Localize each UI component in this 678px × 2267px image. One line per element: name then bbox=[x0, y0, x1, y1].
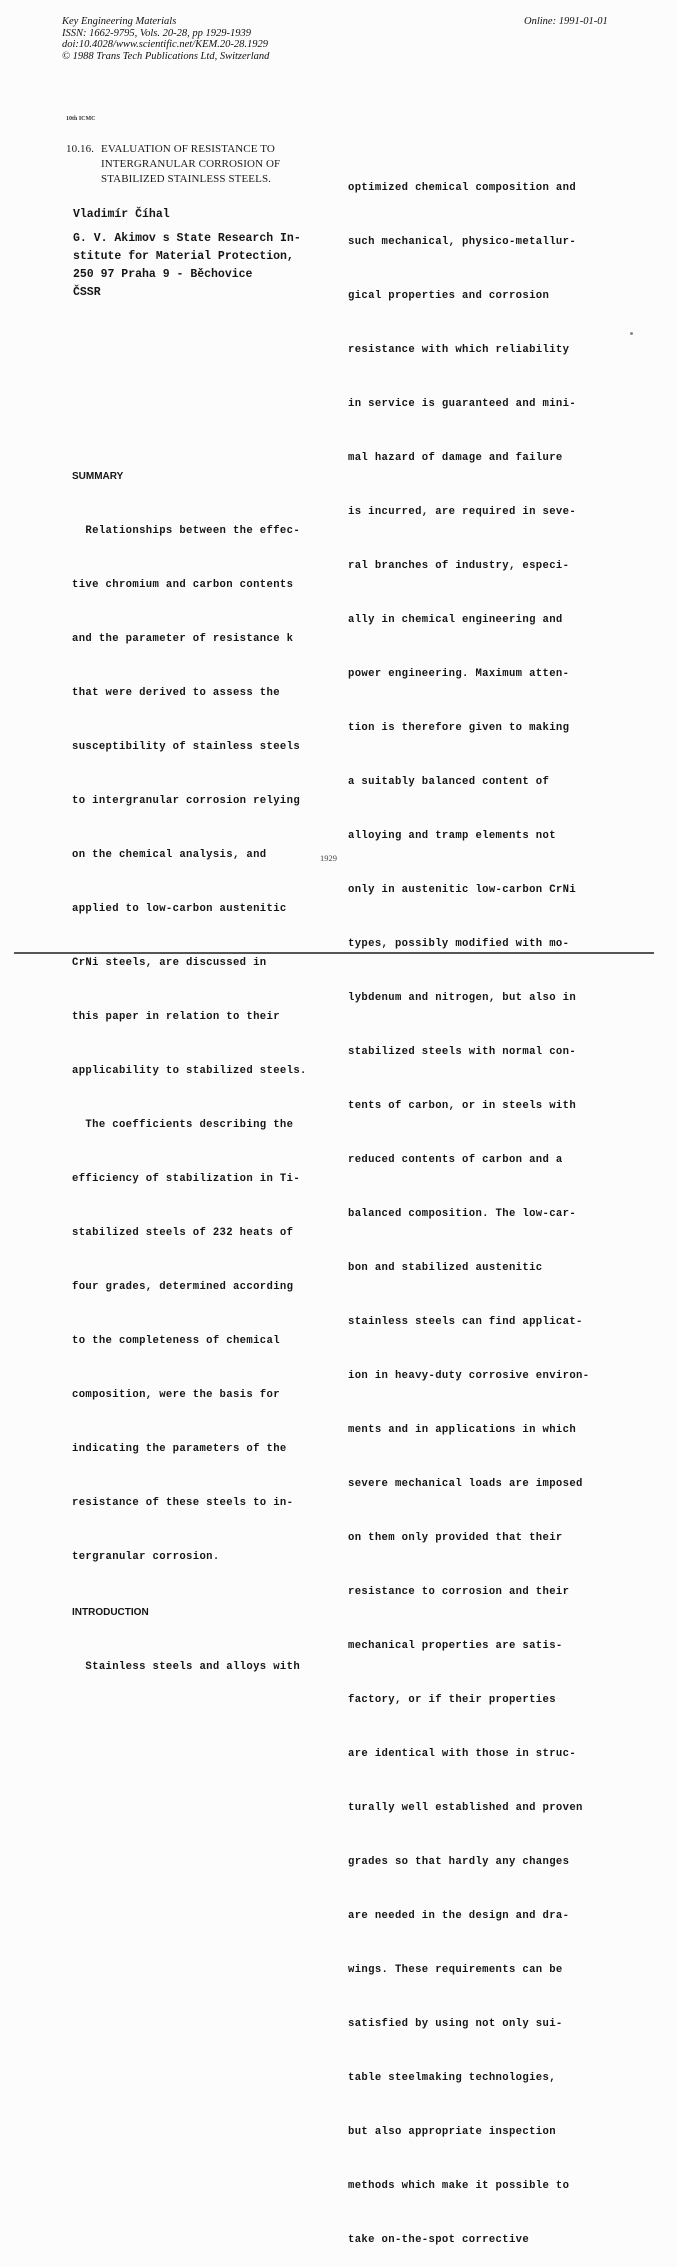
summary-line: composition, were the basis for bbox=[72, 1389, 280, 1401]
body-line: ion in heavy-duty corrosive environ- bbox=[348, 1370, 590, 1382]
summary-line: tive chromium and carbon contents bbox=[72, 579, 294, 591]
summary-line: susceptibility of stainless steels bbox=[72, 741, 301, 753]
doi-line: doi:10.4028/www.scientific.net/KEM.20-28.1929 bbox=[62, 39, 268, 50]
body-line: resistance with which reliability bbox=[348, 344, 570, 356]
body-line: resistance to corrosion and their bbox=[348, 1586, 570, 1598]
body-line: satisfied by using not only sui- bbox=[348, 2018, 563, 2030]
body-line: ments and in applications in which bbox=[348, 1424, 577, 1436]
body-line: optimized chemical composition and bbox=[348, 182, 577, 194]
paper-title bbox=[66, 142, 280, 187]
body-line: balanced composition. The low-car- bbox=[348, 1208, 577, 1220]
body-line: types, possibly modified with mo- bbox=[348, 938, 570, 950]
scan-speck bbox=[630, 332, 633, 335]
summary-line: The coefficients describing the bbox=[72, 1119, 294, 1131]
summary-line: stabilized steels of 232 heats of bbox=[72, 1227, 294, 1239]
summary-line: Relationships between the effec- bbox=[72, 525, 301, 537]
body-line: but also appropriate inspection bbox=[348, 2126, 556, 2138]
body-line: on them only provided that their bbox=[348, 1532, 563, 1544]
summary-line: and the parameter of resistance k bbox=[72, 633, 294, 645]
issn-line: ISSN: 1662-9795, Vols. 20-28, pp 1929-1939 bbox=[62, 27, 251, 39]
body-line: are identical with those in struc- bbox=[348, 1748, 577, 1760]
affiliation-line: ČSSR bbox=[73, 286, 101, 299]
body-line: severe mechanical loads are imposed bbox=[348, 1478, 583, 1490]
body-line: are needed in the design and dra- bbox=[348, 1910, 570, 1922]
title-line: STABILIZED STAINLESS STEELS. bbox=[101, 173, 272, 185]
body-line: gical properties and corrosion bbox=[348, 290, 550, 302]
affiliation-line: stitute for Material Protection, bbox=[73, 250, 294, 263]
summary-heading: SUMMARY bbox=[72, 471, 124, 482]
body-line: tents of carbon, or in steels with bbox=[348, 1100, 577, 1112]
body-line: such mechanical, physico-metallur- bbox=[348, 236, 577, 248]
body-line: turally well established and proven bbox=[348, 1802, 583, 1814]
summary-line: to intergranular corrosion relying bbox=[72, 795, 301, 807]
summary-line: that were derived to assess the bbox=[72, 687, 280, 699]
body-line: bon and stabilized austenitic bbox=[348, 1262, 543, 1274]
body-line: mal hazard of damage and failure bbox=[348, 452, 563, 464]
bottom-rule-divider bbox=[14, 952, 654, 954]
body-line: ral branches of industry, especi- bbox=[348, 560, 570, 572]
body-line: tion is therefore given to making bbox=[348, 722, 570, 734]
body-line: alloying and tramp elements not bbox=[348, 830, 556, 842]
left-column bbox=[72, 432, 307, 1694]
copyright-line: © 1988 Trans Tech Publications Ltd, Switzerland bbox=[62, 50, 270, 62]
summary-line: efficiency of stabilization in Ti- bbox=[72, 1173, 301, 1185]
author-name: Vladimír Číhal bbox=[73, 208, 170, 221]
section-number: 10.16. bbox=[66, 143, 95, 155]
title-line: INTERGRANULAR CORROSION OF bbox=[101, 158, 281, 170]
right-column bbox=[348, 143, 589, 2267]
body-line: take on-the-spot corrective bbox=[348, 2234, 530, 2246]
body-line: table steelmaking technologies, bbox=[348, 2072, 556, 2084]
summary-line: indicating the parameters of the bbox=[72, 1443, 287, 1455]
summary-line: CrNi steels, are discussed in bbox=[72, 957, 267, 969]
affiliation-line: 250 97 Praha 9 - Běchovice bbox=[73, 268, 253, 281]
summary-line: resistance of these steels to in- bbox=[72, 1497, 294, 1509]
page-number: 1929 bbox=[320, 853, 337, 863]
affiliation bbox=[73, 230, 301, 302]
online-date: Online: 1991-01-01 bbox=[524, 16, 608, 27]
conference-label: 10th ICMC bbox=[66, 116, 96, 122]
summary-line: this paper in relation to their bbox=[72, 1011, 280, 1023]
summary-line: tergranular corrosion. bbox=[72, 1551, 220, 1563]
body-line: ally in chemical engineering and bbox=[348, 614, 563, 626]
summary-line: applied to low-carbon austenitic bbox=[72, 903, 287, 915]
citation-block bbox=[62, 16, 269, 62]
title-line: EVALUATION OF RESISTANCE TO bbox=[101, 143, 275, 155]
body-line: grades so that hardly any changes bbox=[348, 1856, 570, 1868]
body-line: stainless steels can find applicat- bbox=[348, 1316, 583, 1328]
body-line: a suitably balanced content of bbox=[348, 776, 550, 788]
body-line: factory, or if their properties bbox=[348, 1694, 556, 1706]
body-line: reduced contents of carbon and a bbox=[348, 1154, 563, 1166]
introduction-heading: INTRODUCTION bbox=[72, 1607, 149, 1618]
summary-line: applicability to stabilized steels. bbox=[72, 1065, 307, 1077]
body-line: stabilized steels with normal con- bbox=[348, 1046, 577, 1058]
intro-line: Stainless steels and alloys with bbox=[72, 1661, 301, 1673]
affiliation-line: G. V. Akimov s State Research In- bbox=[73, 232, 301, 245]
body-line: mechanical properties are satis- bbox=[348, 1640, 563, 1652]
body-line: power engineering. Maximum atten- bbox=[348, 668, 570, 680]
summary-line: four grades, determined according bbox=[72, 1281, 294, 1293]
body-line: methods which make it possible to bbox=[348, 2180, 570, 2192]
body-line: only in austenitic low-carbon CrNi bbox=[348, 884, 577, 896]
body-line: in service is guaranteed and mini- bbox=[348, 398, 577, 410]
journal-name: Key Engineering Materials bbox=[62, 16, 177, 27]
summary-line: to the completeness of chemical bbox=[72, 1335, 280, 1347]
body-line: is incurred, are required in seve- bbox=[348, 506, 577, 518]
body-line: lybdenum and nitrogen, but also in bbox=[348, 992, 577, 1004]
summary-line: on the chemical analysis, and bbox=[72, 849, 267, 861]
body-line: wings. These requirements can be bbox=[348, 1964, 563, 1976]
